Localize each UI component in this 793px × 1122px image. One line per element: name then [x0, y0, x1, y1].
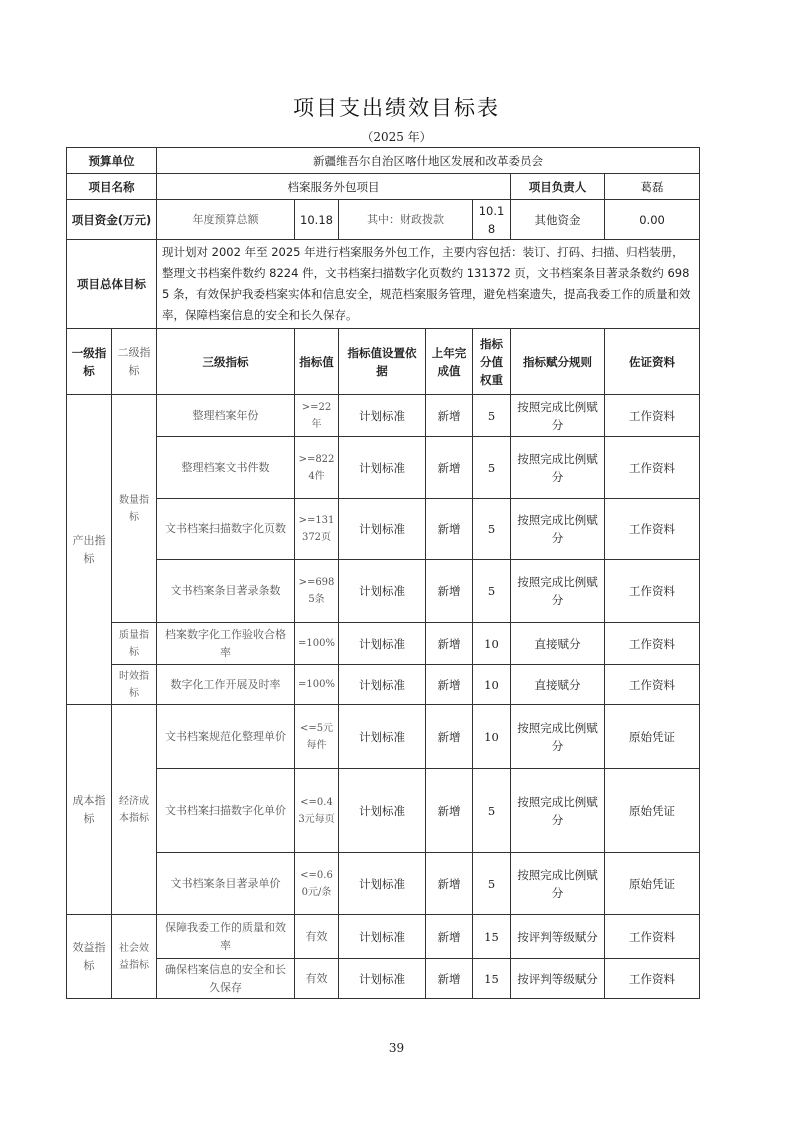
indicator-rule: 按照完成比例赋分: [511, 499, 605, 560]
indicator-basis: 计划标准: [339, 853, 426, 915]
indicator-name: 保障我委工作的质量和效率: [157, 915, 295, 959]
annual-budget-value: 10.18: [295, 200, 339, 240]
col-level2: 二级指标: [112, 329, 157, 395]
performance-target-table: [66, 147, 700, 999]
indicator-rule: 按照完成比例赋分: [511, 560, 605, 623]
leader-label: 项目负责人: [511, 174, 605, 200]
indicator-weight: 15: [473, 915, 511, 959]
indicator-weight: 10: [473, 705, 511, 769]
level2-timeliness: 时效指标: [112, 665, 157, 705]
col-rule: 指标赋分规则: [511, 329, 605, 395]
indicator-basis: 计划标准: [339, 437, 426, 499]
indicator-name: 整理档案年份: [157, 395, 295, 437]
indicator-evidence: 工作资料: [605, 915, 700, 959]
indicator-value: <=0.60元/条: [295, 853, 339, 915]
indicator-last-year: 新增: [426, 499, 473, 560]
indicator-value: >=8224件: [295, 437, 339, 499]
level2-quality: 质量指标: [112, 623, 157, 665]
indicator-value: =100%: [295, 665, 339, 705]
indicator-name: 确保档案信息的安全和长久保存: [157, 959, 295, 999]
goal-label: 项目总体目标: [67, 240, 157, 329]
table-row: [67, 915, 700, 959]
table-row: [67, 560, 700, 623]
col-level3: 三级指标: [157, 329, 295, 395]
indicator-weight: 5: [473, 499, 511, 560]
col-level1: 一级指标: [67, 329, 112, 395]
indicator-name: 整理档案文书件数: [157, 437, 295, 499]
col-weight: 指标分值权重: [473, 329, 511, 395]
indicator-name: 文书档案规范化整理单价: [157, 705, 295, 769]
level2-economic-cost: 经济成本指标: [112, 705, 157, 915]
budget-unit-row: [67, 148, 700, 174]
level1-benefit: 效益指标: [67, 915, 112, 999]
indicator-name: 档案数字化工作验收合格率: [157, 623, 295, 665]
fiscal-value: 10.18: [473, 200, 511, 240]
indicator-last-year: 新增: [426, 915, 473, 959]
indicator-weight: 5: [473, 769, 511, 853]
indicator-last-year: 新增: [426, 959, 473, 999]
column-header-row: [67, 329, 700, 395]
indicator-evidence: 工作资料: [605, 437, 700, 499]
indicator-name: 数字化工作开展及时率: [157, 665, 295, 705]
indicator-last-year: 新增: [426, 769, 473, 853]
indicator-weight: 5: [473, 437, 511, 499]
indicator-name: 文书档案扫描数字化页数: [157, 499, 295, 560]
indicator-basis: 计划标准: [339, 915, 426, 959]
indicator-name: 文书档案条目著录条数: [157, 560, 295, 623]
indicator-rule: 按照完成比例赋分: [511, 437, 605, 499]
table-row: [67, 705, 700, 769]
table-row: [67, 499, 700, 560]
table-row: [67, 437, 700, 499]
budget-unit-value: 新疆维吾尔自治区喀什地区发展和改革委员会: [157, 148, 700, 174]
indicator-value: >=6985条: [295, 560, 339, 623]
indicator-basis: 计划标准: [339, 560, 426, 623]
other-funds-label: 其他资金: [511, 200, 605, 240]
indicator-last-year: 新增: [426, 437, 473, 499]
other-funds-value: 0.00: [605, 200, 700, 240]
indicator-rule: 按评判等级赋分: [511, 959, 605, 999]
indicator-last-year: 新增: [426, 665, 473, 705]
indicator-weight: 5: [473, 395, 511, 437]
goal-text: 现计划对 2002 年至 2025 年进行档案服务外包工作，主要内容包括：装订、打码、扫描、归档装册，整理文书档案件数约 8224 件，文书档案扫描数字化页数约 131372 页，文书档案条目著录条数约 6985 条，有效保护我委档案实体和信息安全，规范档案服务管理，避免档案遗失，提高我委工作的质量和效率，保障档案信息的安全和长久保存。: [157, 240, 700, 329]
indicator-evidence: 工作资料: [605, 665, 700, 705]
indicator-rule: 按照完成比例赋分: [511, 853, 605, 915]
indicator-rule: 按照完成比例赋分: [511, 395, 605, 437]
project-name-value: 档案服务外包项目: [157, 174, 511, 200]
indicator-value: >=131372页: [295, 499, 339, 560]
indicator-weight: 15: [473, 959, 511, 999]
indicator-basis: 计划标准: [339, 499, 426, 560]
indicator-value: <=5元每件: [295, 705, 339, 769]
indicator-basis: 计划标准: [339, 705, 426, 769]
funds-row: [67, 200, 700, 240]
indicator-basis: 计划标准: [339, 769, 426, 853]
leader-value: 葛磊: [605, 174, 700, 200]
indicator-evidence: 工作资料: [605, 623, 700, 665]
page-number: 39: [388, 1041, 405, 1055]
col-evidence: 佐证资料: [605, 329, 700, 395]
indicator-rule: 直接赋分: [511, 665, 605, 705]
indicator-weight: 5: [473, 560, 511, 623]
project-name-label: 项目名称: [67, 174, 157, 200]
page-title: 项目支出绩效目标表: [293, 96, 500, 120]
indicator-rule: 直接赋分: [511, 623, 605, 665]
table-row: [67, 623, 700, 665]
level1-output: 产出指标: [67, 395, 112, 705]
indicator-evidence: 原始凭证: [605, 705, 700, 769]
indicator-rule: 按照完成比例赋分: [511, 769, 605, 853]
indicator-evidence: 原始凭证: [605, 853, 700, 915]
project-name-row: [67, 174, 700, 200]
indicator-evidence: 工作资料: [605, 499, 700, 560]
indicator-value: 有效: [295, 959, 339, 999]
indicator-value: >=22年: [295, 395, 339, 437]
indicator-last-year: 新增: [426, 705, 473, 769]
indicator-rule: 按照完成比例赋分: [511, 705, 605, 769]
col-basis: 指标值设置依据: [339, 329, 426, 395]
indicator-value: 有效: [295, 915, 339, 959]
indicator-basis: 计划标准: [339, 395, 426, 437]
table-row: [67, 395, 700, 437]
level1-cost: 成本指标: [67, 705, 112, 915]
table-row: [67, 853, 700, 915]
indicator-weight: 5: [473, 853, 511, 915]
indicator-name: 文书档案扫描数字化单价: [157, 769, 295, 853]
col-last-year: 上年完成值: [426, 329, 473, 395]
indicator-basis: 计划标准: [339, 665, 426, 705]
table-row: [67, 665, 700, 705]
col-value: 指标值: [295, 329, 339, 395]
indicator-evidence: 工作资料: [605, 959, 700, 999]
indicator-rule: 按评判等级赋分: [511, 915, 605, 959]
indicator-basis: 计划标准: [339, 959, 426, 999]
goal-row: [67, 240, 700, 329]
indicator-name: 文书档案条目著录单价: [157, 853, 295, 915]
level2-social-benefit: 社会效益指标: [112, 915, 157, 999]
indicator-weight: 10: [473, 665, 511, 705]
indicator-basis: 计划标准: [339, 623, 426, 665]
level2-quantity: 数量指标: [112, 395, 157, 623]
funds-label: 项目资金(万元): [67, 200, 157, 240]
indicator-last-year: 新增: [426, 623, 473, 665]
table-row: [67, 769, 700, 853]
indicator-last-year: 新增: [426, 560, 473, 623]
budget-unit-label: 预算单位: [67, 148, 157, 174]
indicator-weight: 10: [473, 623, 511, 665]
indicator-value: =100%: [295, 623, 339, 665]
indicator-last-year: 新增: [426, 853, 473, 915]
indicator-evidence: 工作资料: [605, 560, 700, 623]
annual-budget-label: 年度预算总额: [157, 200, 295, 240]
table-row: [67, 959, 700, 999]
indicator-last-year: 新增: [426, 395, 473, 437]
fiscal-label: 其中：财政拨款: [339, 200, 473, 240]
indicator-evidence: 工作资料: [605, 395, 700, 437]
year-subtitle: （2025 年）: [361, 130, 432, 144]
indicator-value: <=0.43元每页: [295, 769, 339, 853]
indicator-evidence: 原始凭证: [605, 769, 700, 853]
